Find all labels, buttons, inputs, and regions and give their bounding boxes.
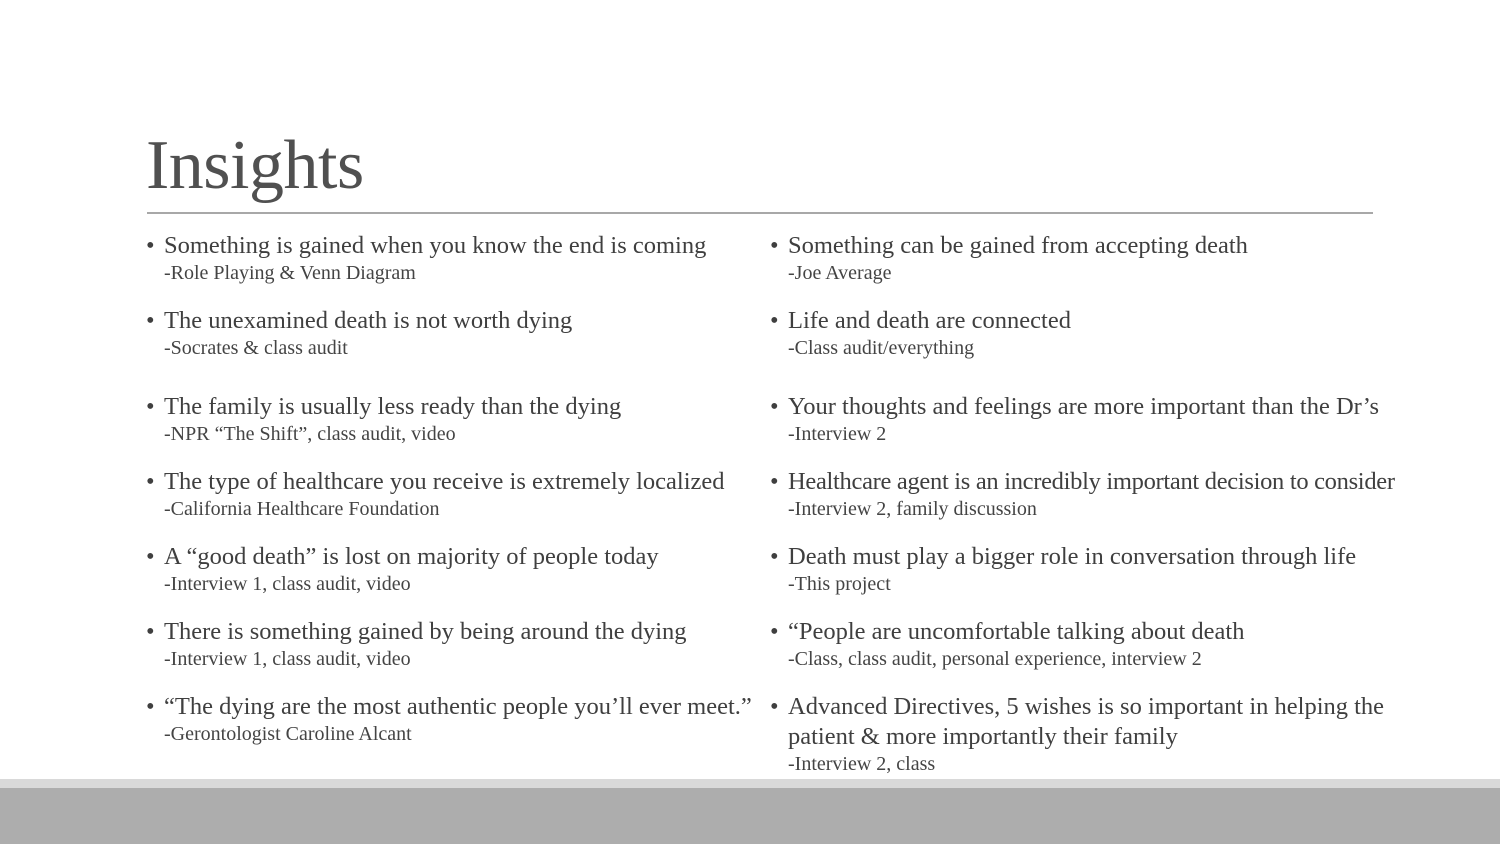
- title-divider: [147, 212, 1373, 214]
- insight-item: [770, 617, 1390, 671]
- insight-text: The type of healthcare you receive is extremely localized: [164, 468, 725, 495]
- insight-text: Life and death are connected: [788, 307, 1071, 334]
- insight-text: Your thoughts and feelings are more important than the Dr’s: [788, 393, 1380, 420]
- bullet-icon: •: [146, 468, 155, 495]
- insight-source: -Interview 2: [788, 423, 887, 445]
- bullet-icon: •: [146, 693, 155, 720]
- insight-item: [146, 231, 756, 285]
- insight-source: -Gerontologist Caroline Alcant: [164, 723, 412, 745]
- insight-source: -Interview 2, family discussion: [788, 498, 1037, 520]
- insight-source: -Class, class audit, personal experience, interview 2: [788, 648, 1202, 670]
- bullet-icon: •: [146, 232, 155, 259]
- insight-source: -NPR “The Shift”, class audit, video: [164, 423, 456, 445]
- insight-text: Advanced Directives, 5 wishes is so important in helping the patient & more importantly their family: [788, 693, 1385, 750]
- insight-text: A “good death” is lost on majority of people today: [164, 543, 659, 570]
- insight-source: -Interview 2, class: [788, 753, 936, 775]
- bullet-icon: •: [770, 393, 779, 420]
- bullet-icon: •: [146, 307, 155, 334]
- insight-source: -This project: [788, 573, 891, 595]
- insight-item: [146, 692, 756, 746]
- insight-item: [146, 306, 756, 360]
- bullet-icon: •: [770, 543, 779, 570]
- bullet-icon: •: [146, 543, 155, 570]
- insight-text: There is something gained by being around the dying: [164, 618, 687, 645]
- insight-text: The family is usually less ready than the dying: [164, 393, 622, 420]
- insight-source: -Interview 1, class audit, video: [164, 648, 411, 670]
- insight-source: -Joe Average: [788, 262, 892, 284]
- insight-item: [770, 692, 1390, 776]
- insight-item: [770, 231, 1390, 285]
- insight-text: The unexamined death is not worth dying: [164, 307, 573, 334]
- footer-band-light: [0, 779, 1500, 788]
- insight-item: [770, 392, 1390, 446]
- insight-source: -Role Playing & Venn Diagram: [164, 262, 416, 284]
- footer-band-dark: [0, 788, 1500, 844]
- bullet-icon: •: [770, 232, 779, 259]
- bullet-icon: •: [146, 618, 155, 645]
- insight-item: [146, 542, 756, 596]
- bullet-icon: •: [770, 618, 779, 645]
- insight-source: -Interview 1, class audit, video: [164, 573, 411, 595]
- bullet-icon: •: [146, 393, 155, 420]
- insight-item: [146, 467, 756, 521]
- insight-text: “People are uncomfortable talking about death: [788, 618, 1245, 645]
- insight-text: Something can be gained from accepting death: [788, 232, 1248, 259]
- insight-source: -California Healthcare Foundation: [164, 498, 440, 520]
- insight-item: [146, 617, 756, 671]
- insight-item: [770, 306, 1390, 360]
- insight-item: [770, 467, 1395, 521]
- insight-text: “The dying are the most authentic people you’ll ever meet.”: [164, 693, 752, 720]
- insight-source: -Socrates & class audit: [164, 337, 348, 359]
- bullet-icon: •: [770, 693, 779, 720]
- insight-item: [146, 392, 756, 446]
- slide-title: Insights: [146, 127, 364, 204]
- bullet-icon: •: [770, 468, 779, 495]
- insight-source: -Class audit/everything: [788, 337, 975, 359]
- bullet-icon: •: [770, 307, 779, 334]
- insight-text: Healthcare agent is an incredibly important decision to consider: [788, 468, 1395, 495]
- insight-text: Something is gained when you know the end is coming: [164, 232, 707, 259]
- insight-item: [770, 542, 1390, 596]
- insight-text: Death must play a bigger role in conversation through life: [788, 543, 1357, 570]
